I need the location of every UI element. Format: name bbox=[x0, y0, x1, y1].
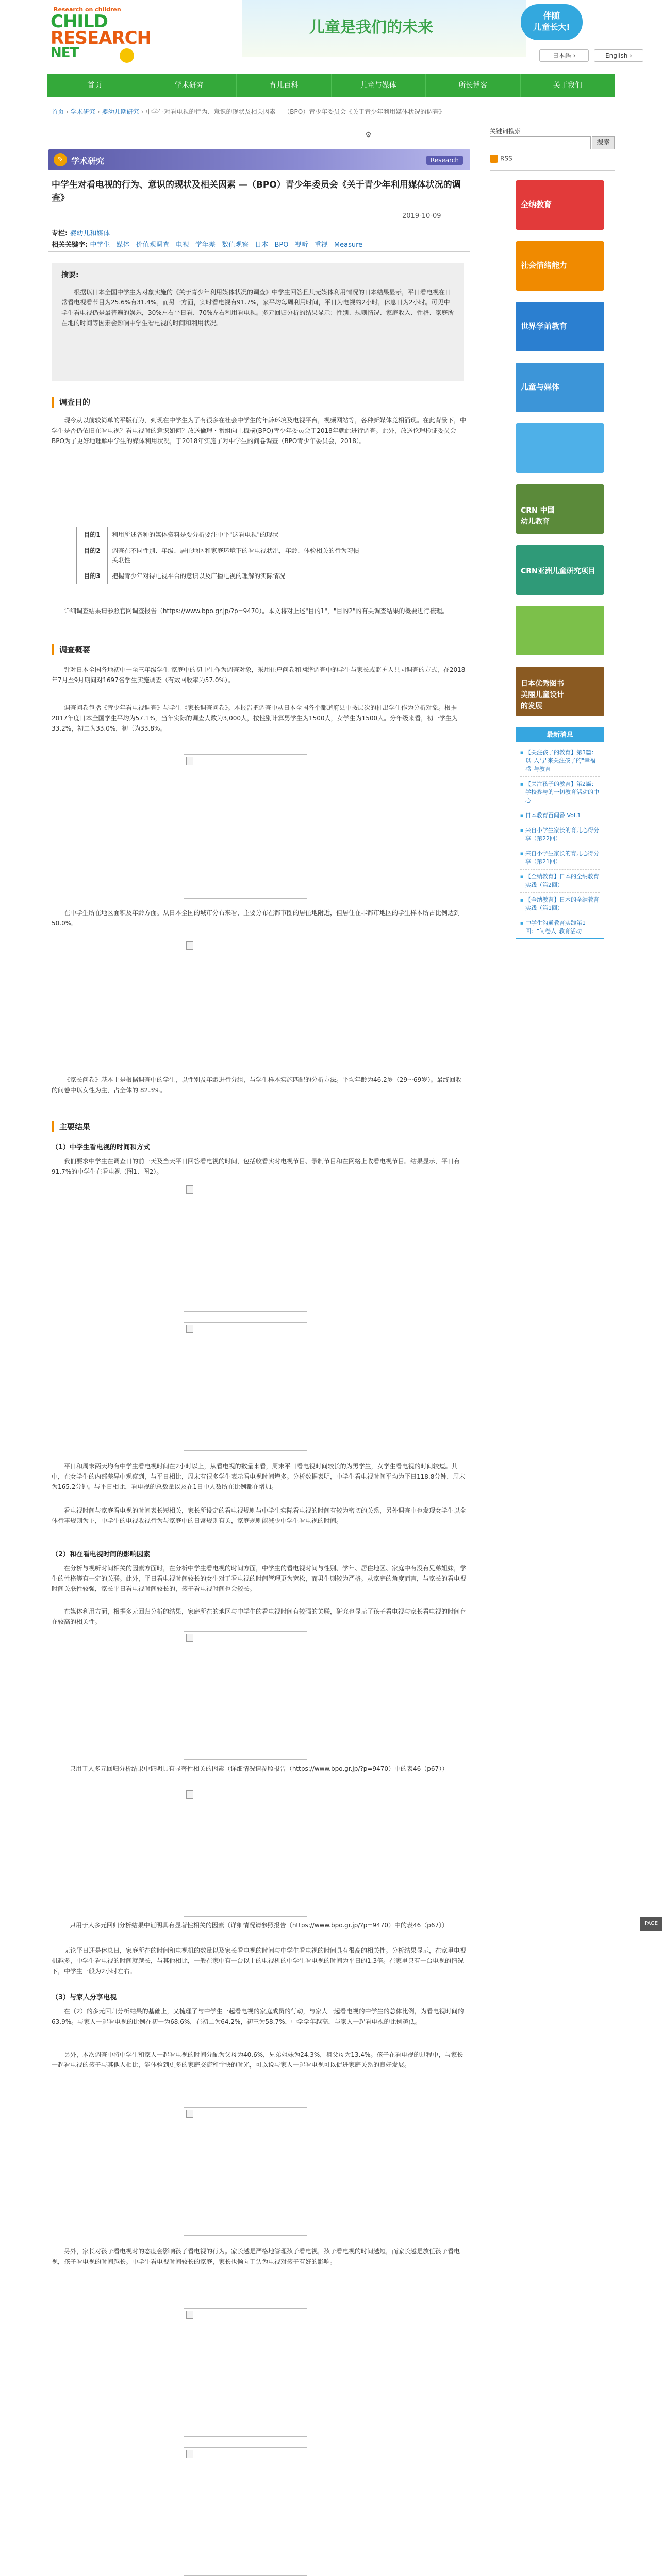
keyword-link[interactable]: 重视 bbox=[314, 241, 328, 249]
keywords-key: 相关关键字: bbox=[52, 241, 88, 249]
breadcrumb-current: 中学生对看电视的行为、意识的现状及相关因素 —（BPO）青少年委员会《关于青少年利用媒体状况的调查》 bbox=[145, 108, 445, 115]
news-item[interactable]: ■ 【全纳教育】日本的全纳教育实践（第1回） bbox=[520, 893, 600, 916]
promo-title: 社会情绪能力 bbox=[521, 261, 568, 270]
broken-image-icon bbox=[186, 1634, 193, 1642]
goal-text: 把握青少年对待电视平台的意识以及广播电视的理解的实际情况 bbox=[108, 568, 365, 584]
header-banner bbox=[242, 0, 526, 57]
breadcrumb-home[interactable]: 首页 bbox=[52, 108, 64, 115]
broken-image-icon bbox=[186, 757, 193, 765]
banner-slogan: 儿童是我们的未来 bbox=[309, 19, 433, 37]
paragraph: 平日和周末两天均有中学生看电视时间在2小时以上，从看电视的数量来看，周末平日看电视时间较长的为男学生，女学生看电视的时间较短。其中，在女学生的内部差异中观察到，与平日相比，周末有很多学生表示看电视时间增多。分析数据表明，中学生看电视时间平均为平日118.8分钟，周末为165.2分钟。与平日相比，看电视的总数量以及在1日中人数所在比例都在增加。 bbox=[52, 1463, 466, 1490]
section-title: 学术研究 bbox=[71, 156, 105, 166]
broken-image-icon bbox=[186, 2110, 193, 2118]
paragraph: 在中学生所在地区面积及年龄方面。从日本全国的城市分布来看，主要分布在都市圈的居住地附近，但居住在非都市地区的学生样本所占比例达到50.0%。 bbox=[52, 909, 460, 927]
nav-research[interactable]: 学术研究 bbox=[142, 74, 237, 97]
broken-image-icon bbox=[186, 2311, 193, 2319]
heading-overview: 调查概要 bbox=[52, 644, 90, 655]
abstract-text: 根据以日本全国中学生为对象实施的《关于青少年利用媒体状况的调查》中学生回答且其无媒体利用情况的日本结果显示，平日看电视在日常看电视看节目为25.6%有31.4%。而另一方面，实时看电视有91.7%，家平均每周利用时间，平日为电视约2小时，休息日为2小时。可见中学生看电视仍是最普遍的娱乐，30%左右平日看、70%左右利用看电视。多元回归分析的结果显示：性别、规则情况、家庭收入、性格、家庭所在地的时间等因素会影响中学生看电视的时间和利用状况。 bbox=[61, 289, 454, 327]
site-header bbox=[0, 0, 662, 70]
nav-about[interactable]: 关于我们 bbox=[553, 81, 582, 90]
article-date: 2019-10-09 bbox=[402, 212, 441, 220]
figure-image bbox=[184, 754, 307, 899]
paragraph: 我们要求中学生在调查日的前一天及当天平日回答看电视的时间，包括收看实时电视节目、录制节目和在网络上收看电视节目。结果显示，平日有91.7%的中学生在看电视（图1、图2）。 bbox=[52, 1158, 460, 1175]
promo-title: 全纳教育 bbox=[521, 200, 552, 209]
news-list bbox=[516, 742, 604, 942]
search-label: 关键词搜索 bbox=[490, 128, 521, 135]
figure-image bbox=[184, 1322, 307, 1451]
broken-image-icon bbox=[186, 1185, 193, 1194]
news-item[interactable]: ■ 【关注孩子的教育】第3篇：以"人与"来关注孩子的"幸福感"与教育 bbox=[520, 745, 600, 777]
news-item[interactable]: ■ 【关注孩子的教育】第2篇：学校参与的一切教育活动的中心 bbox=[520, 777, 600, 808]
heading-purpose: 调查目的 bbox=[52, 397, 90, 408]
figure-image bbox=[184, 1788, 307, 1917]
news-item[interactable]: ■ 【全纳教育】日本的全纳教育实践（第2回） bbox=[520, 870, 600, 893]
search-input[interactable] bbox=[490, 136, 591, 149]
paragraph: 详细调查结果请参照官网调查报告（https://www.bpo.gr.jp/?p=9470）。本文将对上述"目的1"，"目的2"的有关调查结果的概要进行梳理。 bbox=[64, 607, 449, 615]
promo-social-emotional[interactable] bbox=[516, 241, 604, 291]
keyword-link[interactable]: 中学生 bbox=[90, 241, 110, 249]
breadcrumb-sep: › bbox=[97, 108, 100, 115]
author-link[interactable]: 婴幼儿和媒体 bbox=[70, 230, 110, 238]
paragraph: 在分析与视听时间相关的因素方面时，在分析中学生看电视的时间方面，中学生的看电视时间与性别、学年、居住地区、家庭中有没有兄弟姐妹，学生的性格等有一定的关联。此外，平日看电视时间较长的女生对于看电视的时间管理更为宽松，而男生则较为严格。从家庭的角度而言，与家长的看电视时间关联性较强，家长平日看电视时间较长的，孩子看电视时间也会较长。 bbox=[52, 1565, 467, 1592]
keyword-link[interactable]: 日本 bbox=[255, 241, 269, 249]
news-item[interactable]: ■ 来自小学生家长的育儿心得分享（第22回） bbox=[520, 823, 600, 846]
rss-label: RSS bbox=[500, 155, 512, 162]
paragraph: 针对日本全国各地初中一至三年级学生 家庭中的初中生作为调查对象，采用住户问卷和网络调查中的学生与家长或监护人共同调查的方式，在2018年7月至9月期间对1697名学生实施调查（有效回收率为57.0%）。 bbox=[52, 666, 466, 684]
rss-link[interactable] bbox=[490, 155, 523, 166]
table-row bbox=[77, 527, 365, 543]
promo-title: CRN亚洲儿童研究项目 bbox=[521, 567, 595, 575]
site-logo[interactable] bbox=[47, 6, 152, 63]
promo-banner[interactable] bbox=[516, 606, 604, 655]
subheading: （3）与家人分享电视 bbox=[52, 1994, 117, 2002]
goal-label: 目的2 bbox=[77, 543, 108, 568]
breadcrumb bbox=[52, 107, 619, 116]
broken-image-icon bbox=[186, 941, 193, 950]
promo-title: 世界学前教育 bbox=[521, 321, 568, 331]
promo-children-media[interactable] bbox=[516, 363, 604, 412]
promo-inclusive-education[interactable] bbox=[516, 180, 604, 230]
main-nav bbox=[47, 74, 615, 97]
promo-banner[interactable] bbox=[516, 423, 604, 473]
figure-image bbox=[184, 1183, 307, 1312]
broken-image-icon bbox=[186, 1790, 193, 1799]
promo-title: 儿童与媒体 bbox=[521, 382, 560, 392]
research-icon: ✎ bbox=[54, 153, 67, 166]
paragraph: 调查问卷包括《青少年看电视调查》与学生《家长调查问卷》。本报告把调查中从日本全国各个都道府县中按层次的抽出学生作为分析对象。根据2017年度日本全国学生平均为57.1%，当年实际的调查人数为3,000人，按性别计算男学生为1500人，女学生为1500人。分年级来看，初一学生为33.2%，初二为33.0%，初三为33.8%。 bbox=[52, 704, 458, 732]
figure-image bbox=[184, 1631, 307, 1760]
section-banner bbox=[48, 149, 470, 170]
abstract-box bbox=[52, 263, 464, 381]
breadcrumb-sep: › bbox=[66, 108, 69, 115]
logo-net: NET bbox=[51, 45, 79, 61]
paragraph: 看电视时间与家庭看电视的时间表长短相关，家长所设定的看电视规则与中学生实际看电视的时间有较为密切的关系，另外调查中也发现女学生以全体行事规则为主，中学生的电视收视行为与家庭中的日常规则有关，家庭规则能减少中学生看电视的时间。 bbox=[52, 1507, 467, 1524]
share-icon[interactable]: ⚙ bbox=[365, 131, 372, 139]
figure-image bbox=[184, 2308, 307, 2437]
goal-text: 利用所述各种的媒体资料是要分析要注中平"这看电视"的现状 bbox=[108, 527, 365, 543]
subheading: （2）和在看电视时间的影响因素 bbox=[52, 1551, 151, 1558]
figure-caption: 只用于人多元回归分析结果中证明具有显著性相关的因素（详细情况请参照报告（https://www.bpo.gr.jp/?p=9470）中的表46（p67）） bbox=[69, 1765, 449, 1772]
figure-image bbox=[184, 2107, 307, 2236]
table-row bbox=[77, 568, 365, 584]
section-tag: Research bbox=[426, 156, 463, 165]
english-site-button[interactable]: English › bbox=[594, 49, 643, 62]
keyword-link[interactable]: Measure bbox=[334, 241, 363, 249]
promo-title: 日本优秀图书 美丽儿童设计 的发展 bbox=[521, 680, 564, 710]
goals-table bbox=[76, 527, 365, 584]
keyword-link[interactable]: 媒体 bbox=[116, 241, 130, 249]
abstract-title: 摘要: bbox=[61, 271, 79, 279]
goal-text: 调查在不同性别、年级、居住地区和家庭环境下的看电视状况，年龄、体验相关的行为习惯关联性 bbox=[108, 543, 365, 568]
keyword-link[interactable]: 电视 bbox=[175, 241, 189, 249]
nav-blog[interactable]: 所长博客 bbox=[426, 74, 521, 97]
paragraph: 在媒体利用方面，根据多元回归分析的结果，家庭所在的地区与中学生的看电视时间有较强的关联，研究也显示了孩子看电视与家长看电视的时间存在较高的相关性。 bbox=[52, 1608, 467, 1625]
latest-news-box bbox=[516, 727, 604, 939]
rss-icon bbox=[490, 155, 498, 163]
paragraph: 另外，家长对孩子看电视时的态度会影响孩子看电视的行为。家长越是严格地管理孩子看电视，孩子看电视的时间越短，而家长越是放任孩子看电视，孩子看电视的时间越长。中学生看电视时间较长的家庭，家长也倾向于认为电视对孩子有好的影响。 bbox=[52, 2248, 460, 2265]
broken-image-icon bbox=[186, 1325, 193, 1333]
subheading: （1）中学生看电视的时间和方式 bbox=[52, 1144, 151, 1151]
keyword-link[interactable]: 学年差 bbox=[195, 241, 216, 249]
promo-crn-asia[interactable] bbox=[516, 545, 604, 595]
logo-child: CHILD bbox=[51, 11, 108, 32]
japanese-site-button[interactable]: 日本語 › bbox=[539, 49, 589, 62]
figure-image bbox=[184, 2447, 307, 2576]
keyword-link[interactable]: BPO bbox=[274, 241, 289, 249]
divider bbox=[48, 251, 470, 252]
search-button[interactable]: 搜索 bbox=[592, 136, 615, 149]
figure-image bbox=[184, 939, 307, 1067]
goal-label: 目的1 bbox=[77, 527, 108, 543]
paragraph: 无论平日还是休息日，家庭所在的时间和电视机的数量以及家长看电视的时间与中学生看电视的时间具有很高的相关性。分析结果显示，在家里电视机越多，中学生看电视的时间就越长，与其他相比，一般在家中有一台以上的电视机的中学生看电视的时间为平日的1.3倍。在家里只有一台电视的情况下，中学生一般为2小时左右。 bbox=[52, 1947, 467, 1975]
heading-results: 主要结果 bbox=[52, 1121, 90, 1132]
table-row bbox=[77, 543, 365, 568]
promo-japan-books[interactable] bbox=[516, 667, 604, 716]
logo-research: RESEARCH bbox=[51, 28, 152, 48]
banner-bubble: 伴随 儿童长大! bbox=[521, 4, 583, 40]
news-item[interactable]: ■ 中学生沟通教育实践第1回："问卷人"教育活动 bbox=[520, 916, 600, 939]
nav-parenting[interactable]: 育儿百科 bbox=[237, 74, 332, 97]
promo-title: CRN 中国 幼儿教育 bbox=[521, 506, 555, 526]
latest-news-title: 最新消息 bbox=[516, 728, 604, 742]
nav-home[interactable]: 首页 bbox=[47, 74, 142, 97]
keyword-link[interactable]: 数值观察 bbox=[222, 241, 249, 249]
page-top-button[interactable]: PAGE TOP bbox=[640, 1917, 662, 1931]
promo-world-preschool[interactable] bbox=[516, 302, 604, 351]
breadcrumb-category[interactable]: 婴幼儿期研究 bbox=[102, 108, 139, 115]
keyword-link[interactable]: 价值观调查 bbox=[136, 241, 170, 249]
paragraph: 现今从以前较简单的平版行为，到现在中学生为了有很多在社会中学生的年龄环境及电视平台，视频网站等，各种新媒体竞相涌现。在此背景下，中学生是否仍依旧在看电视？看电视时的意识如何？放送倫理・番組向上機構(BPO)青少年委员会于2018年就此进行调查。此外，放送伦理检证委员会BPO为了更好地理解中学生的媒体利用状况，于2018年实施了对中学生的问卷调查（BPO青少年委员会，2018）。 bbox=[52, 417, 467, 445]
article-title: 中学生对看电视的行为、意识的现状及相关因素 —（BPO）青少年委员会《关于青少年利用媒体状况的调查》 bbox=[52, 180, 461, 204]
goal-label: 目的3 bbox=[77, 568, 108, 584]
paragraph: 《家长问卷》基本上是根据调查中的学生，以性别及年龄进行分组，与学生样本实施匹配的分析方法。平均年龄为46.2岁（29～69岁）。最终回收的问卷中以女性为主，占全体的 82.3%。 bbox=[52, 1076, 462, 1094]
keyword-link[interactable]: 视听 bbox=[294, 241, 308, 249]
logo-tagline: Research on children bbox=[54, 6, 121, 13]
keywords-row bbox=[52, 239, 367, 249]
sun-icon bbox=[120, 48, 134, 63]
divider bbox=[490, 170, 615, 171]
figure-caption: 只用于人多元回归分析结果中证明具有显著性相关的因素（详细情况请参照报告（https://www.bpo.gr.jp/?p=9470）中的表46（p67）） bbox=[69, 1922, 449, 1929]
nav-media[interactable]: 儿童与媒体 bbox=[332, 74, 426, 97]
breadcrumb-research[interactable]: 学术研究 bbox=[70, 108, 95, 115]
author-key: 专栏: bbox=[52, 230, 68, 238]
news-item[interactable]: ■ 日本教育百闻番 Vol.1 bbox=[520, 808, 600, 823]
breadcrumb-sep: › bbox=[141, 108, 144, 115]
paragraph: 在（2）的多元回归分析结果的基础上，又梳理了与中学生一起看电视的家庭成员的行动，与家人一起看电视的中学生的总体比例，为看电视时间的63.9%。与家人一起看电视的比例在初一为68.6%，在初二为64.2%，初三为58.7%，中学学年越高，与家人一起看电视的比例越低。 bbox=[52, 2008, 464, 2025]
promo-crn-china[interactable] bbox=[516, 484, 604, 534]
news-item[interactable]: ■ 来自小学生家长的育儿心得分享（第21回） bbox=[520, 846, 600, 870]
paragraph: 另外，本次调查中将中学生和家人一起看电视的时间分配为父母为40.6%，兄弟姐妹为24.3%，祖父母为13.4%。孩子在看电视的过程中，与家长一起看电视的孩子与其他人相比，能体验到更多的家庭交流和愉快的时光，可以说与家人一起看电视可以促进家庭关系的良好发展。 bbox=[52, 2051, 464, 2069]
author-row bbox=[52, 228, 114, 238]
broken-image-icon bbox=[186, 2450, 193, 2458]
